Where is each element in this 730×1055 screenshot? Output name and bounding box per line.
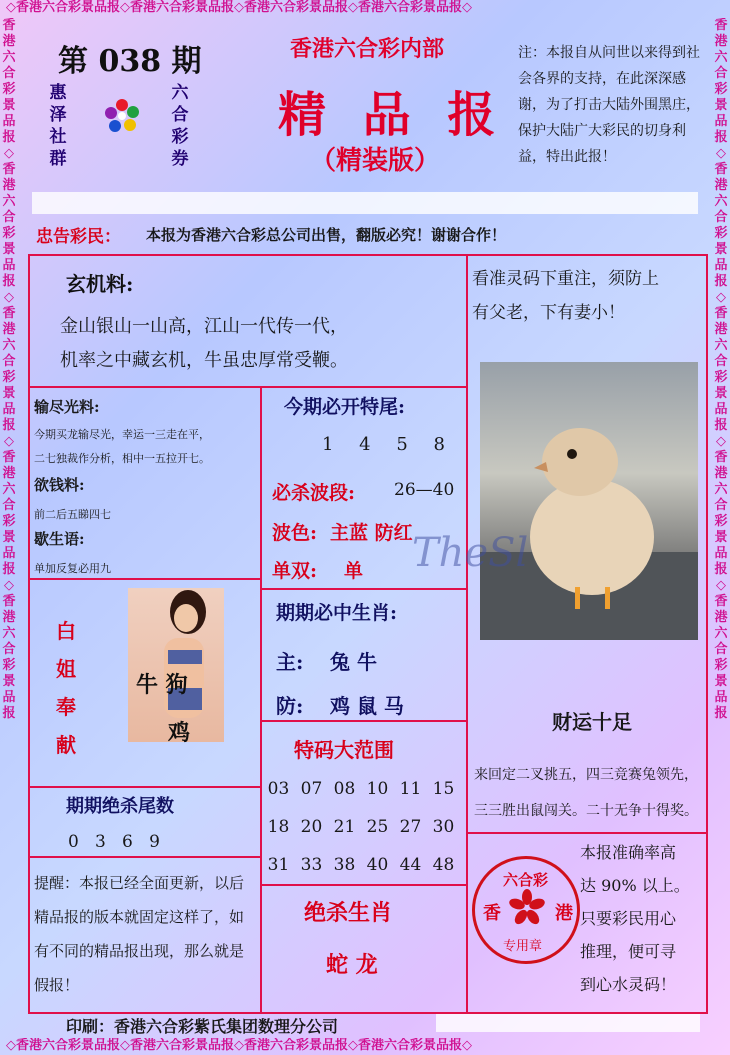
divider [260,386,262,1014]
range-num: 44 [399,855,422,875]
pub-char: 六 [171,83,189,103]
divider [260,588,468,590]
guard-label: 防: [276,694,304,718]
divider [28,786,260,788]
chick-image [480,362,698,640]
frame-left-text: 香港六合彩景品报◇香港六合彩景品报◇香港六合彩景品报◇香港六合彩景品报◇香港六合彩景品报 [2,18,16,721]
tail-kill-nums: 0 3 6 9 [68,832,160,852]
range-num: 40 [366,855,389,875]
baijie-char: 献 [56,733,76,757]
fortune-line-2: 三三胜出鼠闯关。二十无争十得奖。 [474,803,698,819]
accuracy-line: 本报准确率高 [580,843,677,862]
range-num: 48 [432,855,455,875]
pub-char: 群 [49,149,67,169]
odd-value: 单 [344,560,364,582]
lottery-logo-icon [102,96,142,136]
seal-right: 港 [555,903,573,924]
money-text: 前二后五睇四七 [34,508,111,521]
pub-char: 彩 [171,127,189,147]
table-row [262,808,460,846]
accuracy-line: 达 90% 以上。 [580,876,690,895]
frame-bottom-text: ◇香港六合彩景品报◇香港六合彩景品报◇香港六合彩景品报◇香港六合彩景品报◇ [6,1038,472,1053]
range-num: 03 [267,779,290,799]
top-right-line: 有父老，下有妻小！ [472,303,625,323]
baijie-side [56,612,78,764]
fortune-title: 财运十足 [552,710,632,734]
warning-label: 忠告彩民： [36,227,121,247]
divider [28,856,260,858]
pub-char: 泽 [49,105,67,125]
lose-text-2: 二七独裁作分析，相中一五拉开七。 [34,452,210,465]
print-info: 印刷：香港六合彩紫氏集团数理分公司 [66,1017,339,1036]
odd-label: 单双: [272,560,318,582]
top-right-line: 看准灵码下重注，须防上 [472,269,659,289]
bauhinia-icon [509,889,545,925]
divider [28,386,468,388]
xuanji-title: 玄机料: [66,272,134,296]
range-num: 21 [333,817,356,837]
main-value: 兔 牛 [330,650,377,674]
official-seal [472,856,580,964]
header-version: （精装版） [310,146,441,176]
tail-title: 今期必开特尾: [284,396,406,418]
frame-right-text: 香港六合彩景品报◇香港六合彩景品报◇香港六合彩景品报◇香港六合彩景品报◇香港六合彩景品报 [714,18,728,721]
main-label: 主: [276,650,304,674]
pub-char: 惠 [49,83,67,103]
color-value: 主蓝 防红 [330,522,413,544]
baijie-char: 姐 [56,657,76,681]
xuanji-line-1: 金山银山一山高，江山一代传一代， [60,316,348,337]
range-num: 18 [267,817,290,837]
range-num: 33 [300,855,323,875]
guard-value: 鸡 鼠 马 [330,694,404,718]
accuracy-line: 到心水灵码！ [580,975,677,994]
reminder-text: 提醒：本报已经全面更新，以后精品报的版本就固定这样了，如有不同的精品报出现，那么就是假报！ [34,874,245,994]
xiehou-text: 单加反复必用九 [34,562,111,575]
frame-top-text: ◇香港六合彩景品报◇香港六合彩景品报◇香港六合彩景品报◇香港六合彩景品报◇ [6,0,472,15]
kill-wave-value: 26—40 [394,480,455,500]
pub-char: 合 [171,105,189,125]
divider [260,884,468,886]
xuanji-line-2: 机率之中藏玄机，牛虽忠厚常受鞭。 [60,350,348,371]
publisher-block [44,80,194,180]
kill-zodiac-title: 绝杀生肖 [304,900,393,926]
header-subtitle: 香港六合彩内部 [290,36,445,62]
range-title: 特码大范围 [294,738,394,762]
pub-char: 券 [171,149,189,169]
white-bar [32,192,698,214]
range-num: 20 [300,817,323,837]
tail-kill-title: 期期绝杀尾数 [66,796,174,817]
warning-text: 本报为香港六合彩总公司出售，翻版必究！谢谢合作！ [146,226,507,244]
watermark-text: TheSl [412,530,529,576]
chick-icon [480,362,698,640]
tail-nums: 1 4 5 8 [322,434,455,455]
top-right-text [472,262,706,330]
fortune-line-1: 来回定二叉挑五，四三竞赛兔领先， [474,767,698,783]
girl-overlay-2: 鸡 [168,720,191,746]
range-num: 07 [300,779,323,799]
publisher-right [170,82,190,170]
range-num: 25 [366,817,389,837]
range-num: 27 [399,817,422,837]
accuracy-line: 只要彩民用心 [580,909,677,928]
baijie-char: 奉 [56,695,76,719]
divider [260,720,468,722]
issue-number: 第 038 期 [58,44,202,79]
table-row [262,770,460,808]
divider [28,578,260,580]
money-title: 欲钱料: [34,476,85,494]
seal-bottom: 专用章 [503,939,543,954]
kill-zodiac-value: 蛇 龙 [326,952,378,978]
pub-char: 社 [49,127,67,147]
range-num: 38 [333,855,356,875]
seal-left: 香 [483,903,501,924]
xiehou-title: 歇生语: [34,530,85,548]
range-num: 30 [432,817,455,837]
color-label: 波色: [272,522,318,544]
range-num: 08 [333,779,356,799]
range-num: 11 [399,779,422,799]
lose-text-1: 今期买龙输尽光，幸运一三走在平， [34,428,210,441]
range-num: 15 [432,779,455,799]
zodiac-title: 期期必中生肖: [276,602,398,624]
divider [466,832,468,1014]
header-note: 注：本报自从问世以来得到社会各界的支持，在此深深感谢，为了打击大陆外围黑庄，保护大陆广大彩民的切身利益，特出此报！ [518,45,700,165]
seal-top: 六合彩 [503,871,549,889]
baijie-char: 白 [56,619,76,643]
range-num: 31 [267,855,290,875]
accuracy-text [580,836,706,1001]
range-table [262,770,460,884]
range-num: 10 [366,779,389,799]
page-title: 精 品 报 [278,87,506,143]
girl-overlay-1: 牛 狗 [136,672,188,698]
footer-white-bar [436,1014,700,1032]
accuracy-line: 推理，便可寻 [580,942,677,961]
kill-wave-label: 必杀波段: [272,482,356,504]
table-row [262,846,460,884]
lose-title: 输尽光料: [34,398,100,416]
publisher-left [48,82,68,170]
